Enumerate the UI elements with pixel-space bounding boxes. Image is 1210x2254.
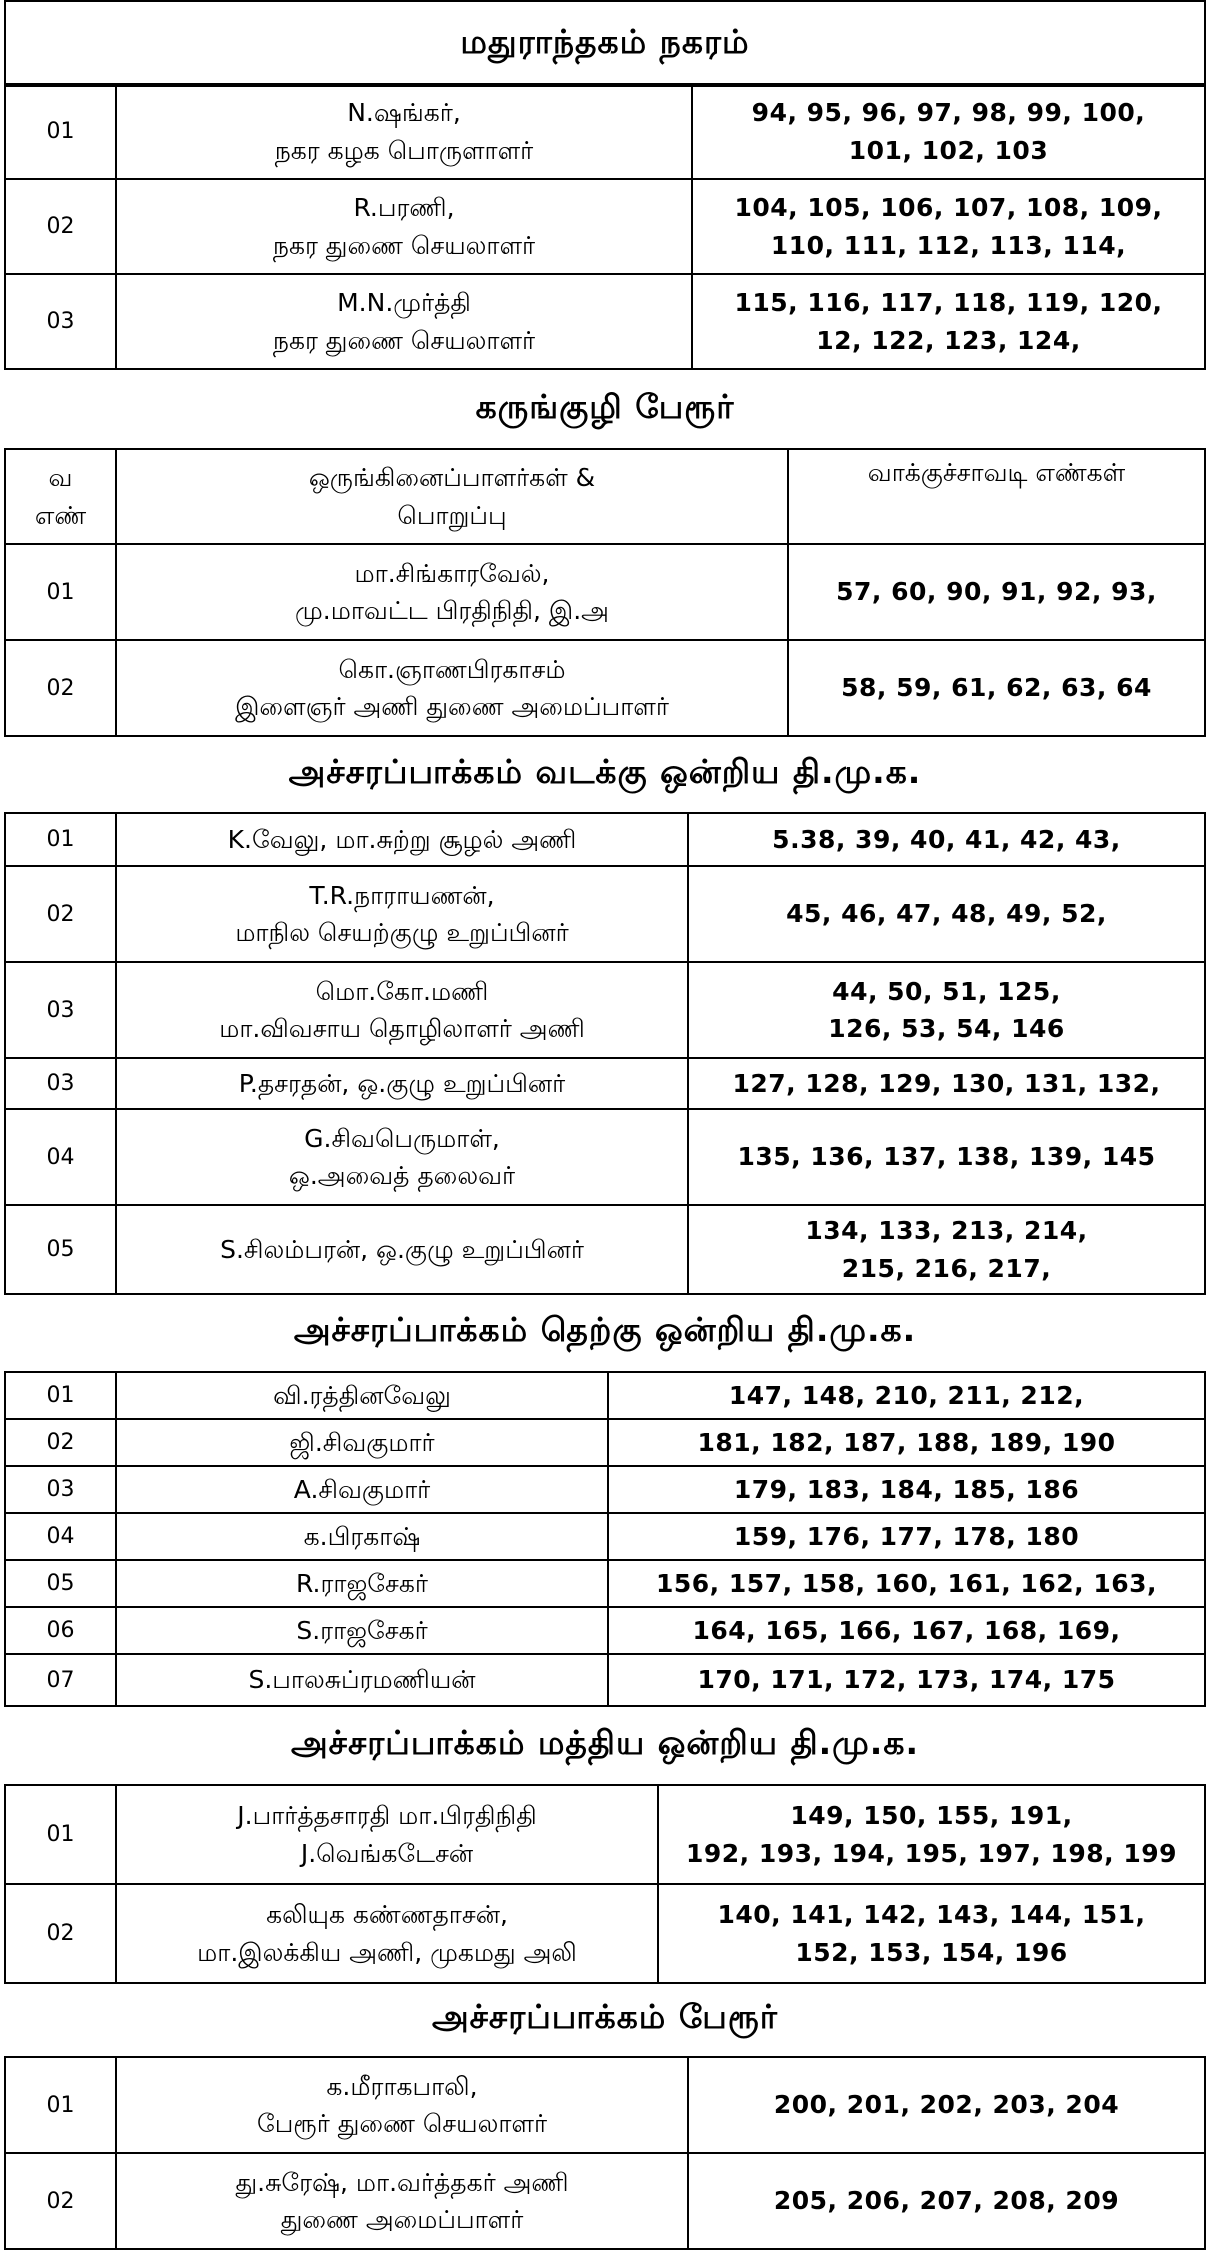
- table-row: [5, 1205, 1205, 1294]
- booth-table: [4, 1784, 1206, 1984]
- coordinator-cell: M.N.முர்த்தி நகர துணை செயலாளர்: [116, 274, 692, 369]
- booth-table: [4, 83, 1206, 370]
- table-row: [5, 1058, 1205, 1109]
- table-row: [5, 813, 1205, 866]
- table-header-row: [5, 449, 1205, 544]
- booth-numbers-cell: 140, 141, 142, 143, 144, 151, 152, 153, 154, 196: [658, 1884, 1205, 1983]
- coordinator-cell: மொ.கோ.மணி மா.விவசாய தொழிலாளர் அணி: [116, 962, 688, 1058]
- coordinator-cell: கலியுக கண்ணதாசன், மா.இலக்கிய அணி, முகமது அலி: [116, 1884, 658, 1983]
- booth-numbers-cell: 45, 46, 47, 48, 49, 52,: [688, 866, 1205, 962]
- row-number: 07: [5, 1654, 116, 1706]
- booth-numbers-cell: 164, 165, 166, 167, 168, 169,: [608, 1607, 1205, 1654]
- booth-numbers-cell: 135, 136, 137, 138, 139, 145: [688, 1109, 1205, 1205]
- row-number: 03: [5, 962, 116, 1058]
- section-title: கருங்குழி பேரூர்: [475, 387, 735, 426]
- booth-numbers-cell: 104, 105, 106, 107, 108, 109, 110, 111, 112, 113, 114,: [692, 179, 1205, 274]
- coordinator-cell: A.சிவகுமார்: [116, 1466, 608, 1513]
- row-number: 01: [5, 544, 116, 640]
- section-title: அச்சரப்பாக்கம் பேரூர்: [431, 1997, 779, 2036]
- booth-numbers-cell: 149, 150, 155, 191, 192, 193, 194, 195, 197, 198, 199: [658, 1785, 1205, 1884]
- table-row: [5, 2057, 1205, 2153]
- booth-numbers-cell: 5.38, 39, 40, 41, 42, 43,: [688, 813, 1205, 866]
- coordinator-cell: S.சிலம்பரன், ஒ.குழு உறுப்பினர்: [116, 1205, 688, 1294]
- booth-numbers-cell: 170, 171, 172, 173, 174, 175: [608, 1654, 1205, 1706]
- coordinator-cell: G.சிவபெருமாள், ஒ.அவைத் தலைவர்: [116, 1109, 688, 1205]
- coordinator-cell: T.R.நாராயணன், மாநில செயற்குழு உறுப்பினர்: [116, 866, 688, 962]
- booth-numbers-cell: 134, 133, 213, 214, 215, 216, 217,: [688, 1205, 1205, 1294]
- coordinator-cell: N.ஷங்கர், நகர கழக பொருளாளர்: [116, 84, 692, 179]
- table-row: [5, 1513, 1205, 1560]
- booth-numbers-cell: 115, 116, 117, 118, 119, 120, 12, 122, 123, 124,: [692, 274, 1205, 369]
- table-row: [5, 962, 1205, 1058]
- table-row: [5, 1419, 1205, 1466]
- header-serial: வ எண்: [5, 449, 116, 544]
- booth-table: [4, 812, 1206, 1295]
- coordinator-cell: S.பாலசுப்ரமணியன்: [116, 1654, 608, 1706]
- booth-numbers-cell: 58, 59, 61, 62, 63, 64: [788, 640, 1205, 736]
- booth-numbers-cell: 94, 95, 96, 97, 98, 99, 100, 101, 102, 103: [692, 84, 1205, 179]
- section-title: அச்சரப்பாக்கம் மத்திய ஒன்றிய தி.மு.க.: [291, 1722, 919, 1762]
- coordinator-cell: K.வேலு, மா.சுற்று சூழல் அணி: [116, 813, 688, 866]
- booth-numbers-cell: 181, 182, 187, 188, 189, 190: [608, 1419, 1205, 1466]
- booth-numbers-cell: 147, 148, 210, 211, 212,: [608, 1372, 1205, 1419]
- table-row: [5, 179, 1205, 274]
- booth-numbers-cell: 127, 128, 129, 130, 131, 132,: [688, 1058, 1205, 1109]
- table-row: [5, 1466, 1205, 1513]
- coordinator-cell: வி.ரத்தினவேலு: [116, 1372, 608, 1419]
- coordinator-cell: J.பார்த்தசாரதி மா.பிரதிநிதி J.வெங்கடேசன்: [116, 1785, 658, 1884]
- coordinator-cell: R.ராஜசேகர்: [116, 1560, 608, 1607]
- table-row: [5, 2153, 1205, 2249]
- row-number: 02: [5, 1419, 116, 1466]
- table-row: [5, 1372, 1205, 1419]
- row-number: 06: [5, 1607, 116, 1654]
- section-acharapakkam-central-union: [4, 1705, 1206, 1982]
- table-row: [5, 1654, 1205, 1706]
- row-number: 05: [5, 1560, 116, 1607]
- coordinator-cell: P.தசரதன், ஒ.குழு உறுப்பினர்: [116, 1058, 688, 1109]
- row-number: 03: [5, 274, 116, 369]
- booth-table: [4, 1371, 1206, 1707]
- coordinator-cell: ஜி.சிவகுமார்: [116, 1419, 608, 1466]
- table-row: [5, 544, 1205, 640]
- table-row: [5, 640, 1205, 736]
- table-row: [5, 274, 1205, 369]
- row-number: 01: [5, 2057, 116, 2153]
- table-row: [5, 1607, 1205, 1654]
- row-number: 04: [5, 1513, 116, 1560]
- section-acharapakkam-north-union: [4, 735, 1206, 1293]
- row-number: 01: [5, 1785, 116, 1884]
- coordinator-cell: மா.சிங்காரவேல், மு.மாவட்ட பிரதிநிதி, இ.அ: [116, 544, 788, 640]
- booth-numbers-cell: 156, 157, 158, 160, 161, 162, 163,: [608, 1560, 1205, 1607]
- row-number: 02: [5, 866, 116, 962]
- table-row: [5, 84, 1205, 179]
- row-number: 03: [5, 1058, 116, 1109]
- section-title: அச்சரப்பாக்கம் தெற்கு ஒன்றிய தி.மு.க.: [293, 1310, 917, 1349]
- booth-table: [4, 2056, 1206, 2250]
- booth-numbers-cell: 205, 206, 207, 208, 209: [688, 2153, 1205, 2249]
- table-row: [5, 1884, 1205, 1983]
- row-number: 02: [5, 179, 116, 274]
- section-karunguzhi-town: [4, 370, 1206, 735]
- row-number: 03: [5, 1466, 116, 1513]
- table-row: [5, 866, 1205, 962]
- row-number: 02: [5, 2153, 116, 2249]
- row-number: 05: [5, 1205, 116, 1294]
- table-row: [5, 1109, 1205, 1205]
- section-title: மதுராந்தகம் நகரம்: [4, 0, 1206, 87]
- row-number: 01: [5, 84, 116, 179]
- booth-numbers-cell: 57, 60, 90, 91, 92, 93,: [788, 544, 1205, 640]
- coordinator-cell: க.மீராகபாலி, பேரூர் துணை செயலாளர்: [116, 2057, 688, 2153]
- booth-table: [4, 448, 1206, 737]
- coordinator-cell: S.ராஜசேகர்: [116, 1607, 608, 1654]
- row-number: 01: [5, 813, 116, 866]
- booth-numbers-cell: 44, 50, 51, 125, 126, 53, 54, 146: [688, 962, 1205, 1058]
- coordinator-cell: கொ.ஞாணபிரகாசம் இளைஞர் அணி துணை அமைப்பாளர்: [116, 640, 788, 736]
- section-madurantakam-town: [4, 0, 1206, 370]
- header-booth-numbers: வாக்குச்சாவடி எண்கள்: [788, 449, 1205, 544]
- booth-numbers-cell: 200, 201, 202, 203, 204: [688, 2057, 1205, 2153]
- row-number: 02: [5, 1884, 116, 1983]
- booth-numbers-cell: 159, 176, 177, 178, 180: [608, 1513, 1205, 1560]
- coordinator-cell: து.சுரேஷ், மா.வர்த்தகர் அணி துணை அமைப்பாளர்: [116, 2153, 688, 2249]
- section-title: அச்சரப்பாக்கம் வடக்கு ஒன்றிய தி.மு.க.: [288, 751, 922, 791]
- row-number: 04: [5, 1109, 116, 1205]
- coordinator-cell: R.பரணி, நகர துணை செயலாளர்: [116, 179, 692, 274]
- table-row: [5, 1560, 1205, 1607]
- booth-numbers-cell: 179, 183, 184, 185, 186: [608, 1466, 1205, 1513]
- section-acharapakkam-town: [4, 1982, 1206, 2254]
- table-row: [5, 1785, 1205, 1884]
- section-acharapakkam-south-union: [4, 1293, 1206, 1705]
- row-number: 01: [5, 1372, 116, 1419]
- header-coordinators: ஒருங்கினைப்பாளர்கள் & பொறுப்பு: [116, 449, 788, 544]
- coordinator-cell: க.பிரகாஷ்: [116, 1513, 608, 1560]
- row-number: 02: [5, 640, 116, 736]
